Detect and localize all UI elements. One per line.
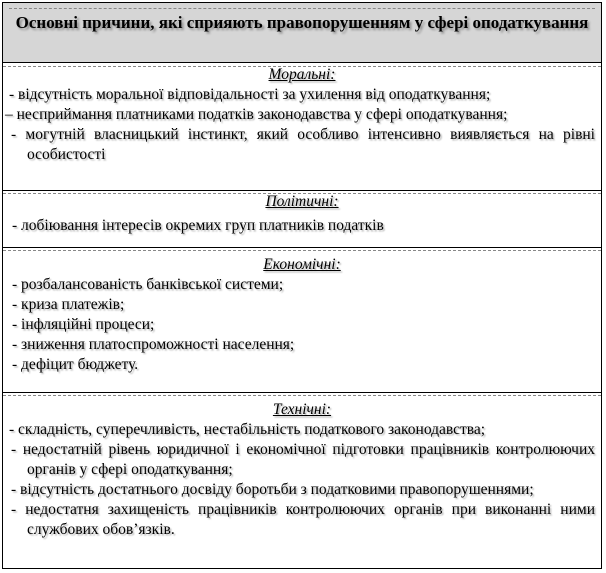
section-economic	[3, 247, 601, 393]
section-title-economic: Економічні:	[263, 256, 341, 273]
section-title-political: Політичні:	[265, 193, 339, 210]
section-separator	[3, 66, 601, 67]
section-moral	[3, 63, 601, 191]
list-item: – несприймання платниками податків законодавства у сфері оподаткування;	[5, 106, 508, 123]
section-title-technical: Технічні:	[272, 401, 332, 418]
list-item: - дефіцит бюджету.	[12, 356, 139, 373]
header-top-dashes	[9, 8, 595, 9]
table-header-text: Основні причини, які сприяють правопорушенням у сфері оподаткування	[15, 13, 589, 32]
list-item: - криза платежів;	[12, 296, 125, 313]
causes-table	[2, 2, 602, 569]
section-separator	[3, 193, 601, 194]
list-item: - зниження платоспроможності населення;	[12, 336, 295, 353]
list-item: - інфляційні процеси;	[12, 316, 155, 333]
section-political	[3, 190, 601, 248]
section-separator	[3, 250, 601, 251]
section-title-moral: Моральні:	[268, 66, 336, 83]
list-item: - відсутність достатнього досвіду боротьби з податковими правопорушеннями;	[11, 481, 534, 498]
list-item: - недостатній рівень юридичної і економічної підготовки працівників контролюючих органів у сфері оподаткування;	[11, 441, 595, 478]
list-item: - лобіювання інтересів окремих груп платників податків	[12, 217, 384, 234]
section-technical	[3, 392, 601, 569]
section-separator	[3, 395, 601, 396]
list-item: - відсутність моральної відповідальності за ухилення від оподаткування;	[9, 86, 491, 103]
list-item: - недостатня захищеність працівників контролюючих органів при виконанні ними службових обов’язків.	[11, 501, 595, 538]
table-header	[3, 3, 601, 63]
list-item: - розбалансованість банківської системи;	[12, 276, 284, 293]
list-item: - могутній власницький інстинкт, який особливо інтенсивно виявляється на рівні особистості	[11, 126, 595, 163]
list-item: - складність, суперечливість, нестабільність податкового законодавства;	[9, 421, 486, 438]
